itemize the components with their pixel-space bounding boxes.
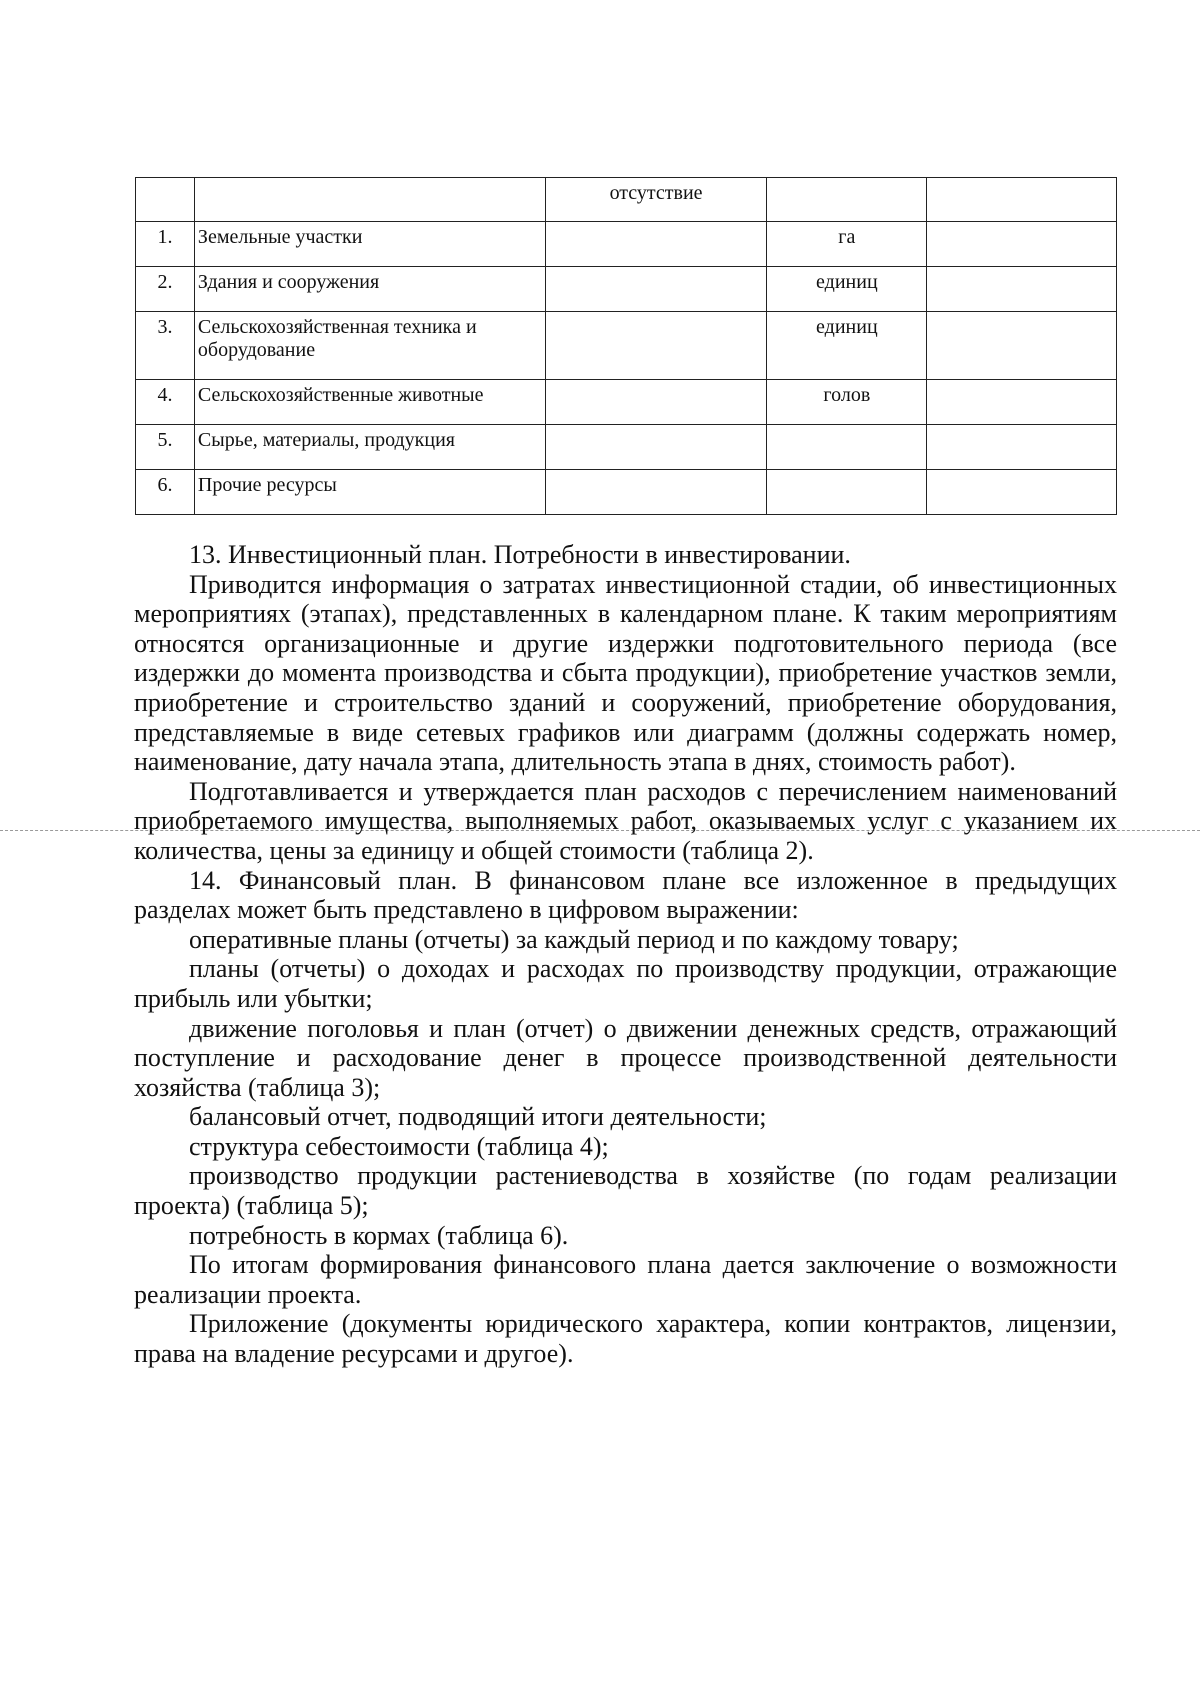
table-cell	[545, 380, 767, 425]
section-heading: 13. Инвестиционный план. Потребности в инвестировании.	[189, 540, 851, 569]
row-name: Сельскохозяйственные животные	[194, 380, 545, 425]
row-name: Сельскохозяйственная техника и оборудование	[194, 312, 545, 380]
list-item: планы (отчеты) о доходах и расходах по производству продукции, отражающие прибыль или убытки;	[134, 954, 1117, 1013]
body-text	[134, 540, 1117, 1369]
resources-table	[135, 177, 1117, 515]
list-item: оперативные планы (отчеты) за каждый период и по каждому товару;	[189, 924, 959, 954]
table-row	[136, 425, 1117, 470]
table-cell	[927, 425, 1117, 470]
table-cell	[927, 470, 1117, 515]
table-header-row	[136, 178, 1117, 222]
section-heading: 14. Финансовый план. В финансовом плане все изложенное в предыдущих разделах может быть представлено в цифровом выражении:	[134, 865, 1117, 925]
table-cell	[545, 470, 767, 515]
table-cell	[767, 178, 927, 222]
paragraph: Подготавливается и утверждается план расходов с перечислением наименований приобретаемого имущества, выполняемых работ, оказываемых услуг с указанием их количества, цены за единицу и общей стоимости (таблица 2).	[134, 776, 1117, 865]
list-item: производство продукции растениеводства в хозяйстве (по годам реализации проекта) (таблица 5);	[134, 1161, 1117, 1221]
table-row	[136, 380, 1117, 425]
table-cell	[545, 425, 767, 470]
table-cell	[545, 222, 767, 267]
table-row	[136, 222, 1117, 267]
row-unit: единиц	[767, 267, 927, 312]
table-cell	[927, 312, 1117, 380]
row-unit: голов	[767, 380, 927, 425]
row-unit: единиц	[767, 312, 927, 380]
list-item: потребность в кормах (таблица 6).	[189, 1220, 569, 1250]
row-number: 3.	[136, 312, 195, 380]
table-cell	[927, 380, 1117, 425]
table-cell	[927, 178, 1117, 222]
row-name: Сырье, материалы, продукция	[194, 425, 545, 470]
table-row	[136, 267, 1117, 312]
row-unit: га	[767, 222, 927, 267]
list-item: балансовый отчет, подводящий итоги деятельности;	[189, 1102, 767, 1132]
table-cell	[136, 178, 195, 222]
table-cell	[927, 222, 1117, 267]
paragraph: Приводится информация о затратах инвестиционной стадии, об инвестиционных мероприятиях (этапах), представленных в календарном плане. К таким мероприятиям относятся организационные и другие издержки подготовительного периода (все издержки до момента производства и сбыта продукции), приобретение участков земли, приобретение и строительство зданий и сооружений, приобретение оборудования, представляемые в виде сетевых графиков или диаграмм (должны содержать номер, наименование, дату начала этапа, длительность этапа в днях, стоимость работ).	[134, 569, 1117, 777]
row-number: 1.	[136, 222, 195, 267]
row-unit	[767, 425, 927, 470]
table-cell	[545, 312, 767, 380]
row-unit	[767, 470, 927, 515]
paragraph: По итогам формирования финансового плана дается заключение о возможности реализации проекта.	[134, 1250, 1117, 1309]
table-cell	[545, 267, 767, 312]
row-name: Здания и сооружения	[194, 267, 545, 312]
row-number: 2.	[136, 267, 195, 312]
table-cell	[927, 267, 1117, 312]
table-row	[136, 312, 1117, 380]
row-name: Прочие ресурсы	[194, 470, 545, 515]
list-item: структура себестоимости (таблица 4);	[189, 1131, 609, 1161]
paragraph: Приложение (документы юридического характера, копии контрактов, лицензии, права на владение ресурсами и другое).	[134, 1309, 1117, 1369]
table-cell	[194, 178, 545, 222]
row-number: 6.	[136, 470, 195, 515]
list-item: движение поголовья и план (отчет) о движении денежных средств, отражающий поступление и расходование денег в процессе производственной деятельности хозяйства (таблица 3);	[134, 1013, 1117, 1102]
table-row	[136, 470, 1117, 515]
table-header-cell: отсутствие	[545, 178, 767, 222]
row-number: 4.	[136, 380, 195, 425]
row-name: Земельные участки	[194, 222, 545, 267]
row-number: 5.	[136, 425, 195, 470]
